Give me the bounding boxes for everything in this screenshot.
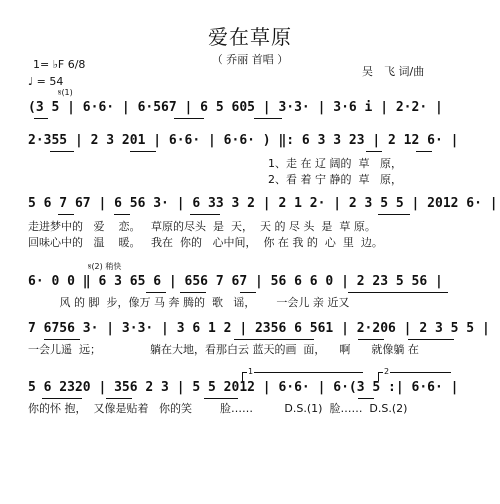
notes-row-5: 7 6756 3· | 3·3· | 3 6 1 2 | 2356 6 561 | 2·206 | 2 3 5 5 |: [28, 321, 490, 336]
composer-credit: 吴 飞 词/曲: [362, 65, 425, 78]
beam: [114, 214, 130, 215]
volta-bracket-2: 2: [378, 372, 451, 381]
beam: [42, 398, 82, 399]
score-row-6: [28, 380, 474, 416]
lyric-row-2-verse-2: 2、看 着 宁 静的 草 原，: [268, 173, 402, 186]
beam: [378, 214, 410, 215]
notes-row-3: 5 6 7 67 | 6 56 3· | 6 33 3 2 | 2 1 2· | 2 3 5 5 | 2012 6· |: [28, 196, 498, 211]
lyric-row-5: 一会儿遥 远； 躺在大地，看那白云 蓝天的画 面， 啊 就像躺 在: [28, 343, 419, 356]
beam: [358, 398, 374, 399]
beam: [408, 339, 454, 340]
beam: [358, 339, 384, 340]
segno-mark-2: 𝄋(2) 稍快: [88, 262, 122, 271]
beam: [348, 292, 448, 293]
lyric-row-2-verse-1: 1、走 在 辽 阔的 草 原，: [268, 157, 402, 170]
notes-row-1: (3 5 | 6·6· | 6·567 | 6 5 605 | 3·3· | 3·6 i | 2·2· |: [28, 100, 443, 115]
score-row-2: [28, 133, 474, 186]
beam: [416, 151, 432, 152]
score-row-4: [28, 274, 474, 310]
beam: [240, 292, 256, 293]
notes-row-4: 6· 0 0 ‖ 6 3 65 6 | 656 7 67 | 56 6 6 0 | 2 23 5 56 |: [28, 274, 443, 289]
beam: [44, 339, 80, 340]
beam: [180, 292, 206, 293]
song-subtitle: （ 乔丽 首唱 ）: [211, 53, 289, 66]
lyric-row-4: 风 的 脚 步，像万 马 奔 腾的 歌 谣， 一会儿 亲 近又: [28, 296, 350, 309]
song-title: 爱在草原: [208, 25, 292, 49]
beam: [190, 214, 220, 215]
notes-row-6: 5 6 2320 | 356 2 3 | 5 5 2012 | 6·6· | 6·(3 5 :| 6·6· |: [28, 380, 459, 395]
beam: [130, 151, 156, 152]
volta-bracket-1: 1: [242, 372, 363, 381]
beam: [50, 151, 74, 152]
lyric-row-3-verse-1: 走进梦中的 爱 恋。 草原的尽头 是 天， 天 的 尽 头 是 草 原。: [28, 220, 376, 233]
beam: [34, 118, 48, 119]
beam: [146, 292, 166, 293]
beam: [174, 118, 204, 119]
score-row-3: [28, 196, 498, 249]
segno-mark-1: 𝄋(1): [58, 88, 73, 97]
beam: [106, 398, 132, 399]
notes-row-2: 2·355 | 2 3 201 | 6·6· | 6·6· ) ‖: 6 3 3 23 | 2 12 6· |: [28, 133, 459, 148]
beam: [254, 118, 282, 119]
score-row-5: [28, 321, 490, 357]
beam: [204, 398, 238, 399]
beam: [234, 339, 314, 340]
lyric-row-3-verse-2: 回味心中的 温 暖。 我在 你的 心中间， 你 在 我 的 心 里 边。: [28, 236, 383, 249]
key-signature: 1= ♭F 6/8: [33, 58, 86, 71]
lyric-row-6: 你的怀 抱， 又像是贴着 你的笑 脸…… D.S.(1) 脸…… D.S.(2): [28, 402, 408, 415]
score-row-1: [28, 100, 474, 120]
beam: [366, 151, 382, 152]
beam: [58, 214, 74, 215]
tempo-marking: ♩ = 54: [28, 75, 64, 88]
